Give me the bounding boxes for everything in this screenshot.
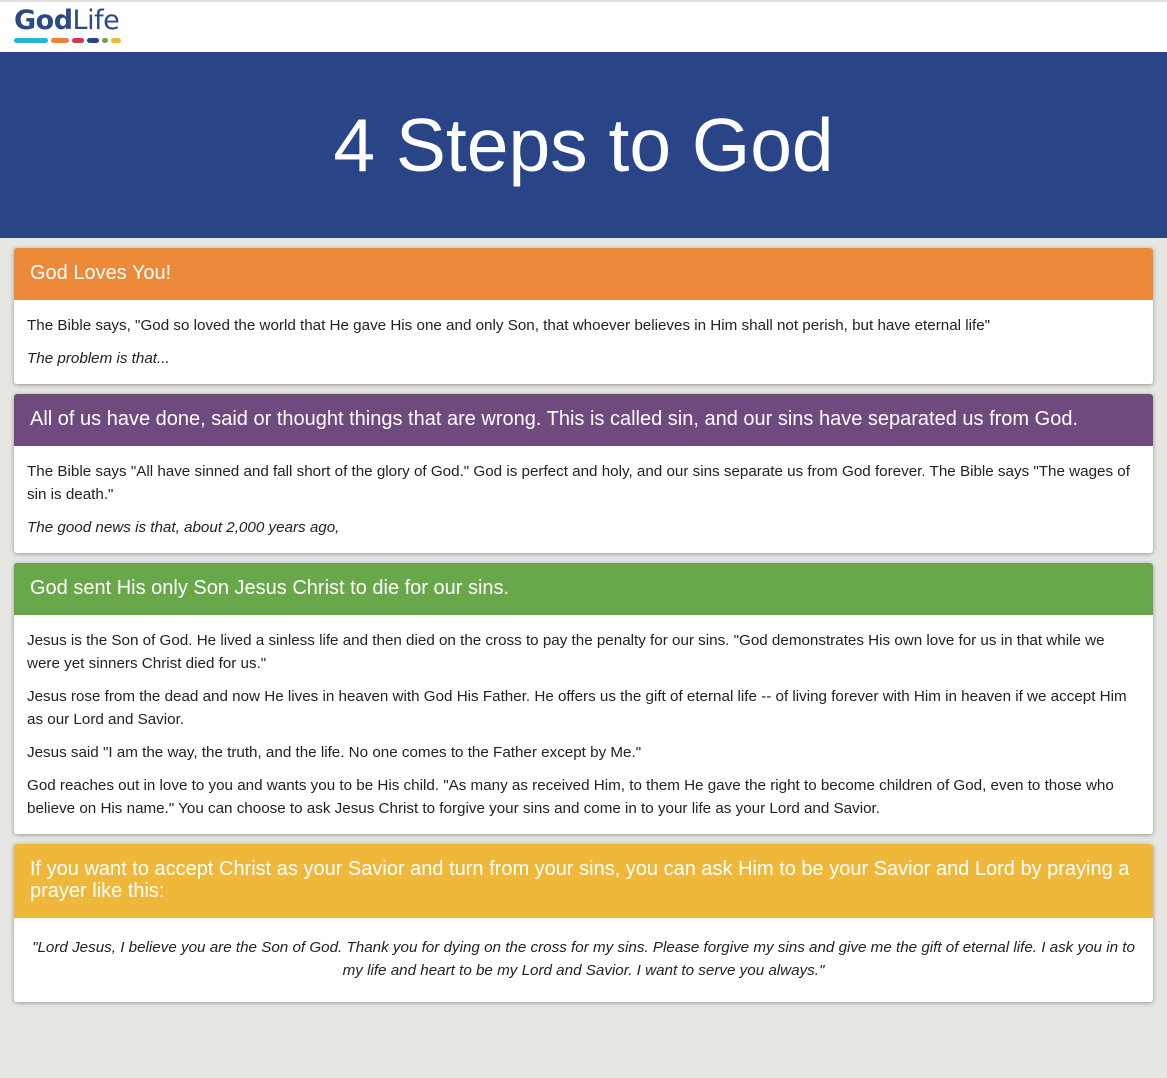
step-body	[14, 446, 1153, 553]
step-card-sin	[14, 394, 1153, 553]
page-title: 4 Steps to God	[333, 103, 834, 187]
logo-text-god: God	[14, 5, 73, 36]
logo-bar-segment	[87, 38, 99, 43]
step-transition-text: The good news is that, about 2,000 years ago,	[27, 519, 340, 536]
hero-banner	[0, 52, 1167, 238]
step-card-jesus	[14, 563, 1153, 834]
prayer-text: "Lord Jesus, I believe you are the Son of God. Thank you for dying on the cross for my sins. Please forgive my sins and give me the gift of eternal life. I ask you in to my life and heart to be my Lord and Savior. I want to serve you always."	[32, 939, 1135, 979]
top-bar	[0, 0, 1167, 52]
step-paragraph: The Bible says "All have sinned and fall short of the glory of God." God is perfect and holy, and our sins separate us from God forever. The Bible says "The wages of sin is death."	[27, 463, 1130, 503]
step-card-prayer	[14, 844, 1153, 1002]
logo-bar-segment	[51, 38, 69, 43]
logo-bar-segment	[111, 38, 121, 43]
step-heading: All of us have done, said or thought things that are wrong. This is called sin, and our sins have separated us from God.	[14, 394, 1153, 446]
step-paragraph: Jesus rose from the dead and now He lives in heaven with God His Father. He offers us the gift of eternal life -- of living forever with Him in heaven if we accept Him as our Lord and Savior.	[27, 688, 1127, 728]
step-body	[14, 615, 1153, 834]
step-transition-text: The problem is that...	[27, 350, 170, 367]
logo-color-bar	[14, 38, 121, 43]
godlife-logo[interactable]	[14, 4, 121, 43]
step-heading: God Loves You!	[14, 248, 1153, 300]
logo-text-life: Life	[72, 5, 120, 36]
step-heading: God sent His only Son Jesus Christ to die for our sins.	[14, 563, 1153, 615]
step-paragraph: God reaches out in love to you and wants you to be His child. "As many as received Him, to them He gave the right to become children of God, even to those who believe on His name." You can choose to ask Jesus Christ to forgive your sins and come in to your life as your Lord and Savior.	[27, 777, 1114, 817]
logo-bar-segment	[102, 38, 108, 43]
logo-bar-segment	[14, 38, 48, 43]
step-paragraph: The Bible says, "God so loved the world that He gave His one and only Son, that whoever believes in Him shall not perish, but have eternal life"	[27, 317, 991, 334]
logo-bar-segment	[72, 38, 84, 43]
step-heading: If you want to accept Christ as your Savior and turn from your sins, you can ask Him to be your Savior and Lord by praying a prayer like this:	[14, 844, 1153, 918]
steps-list	[0, 238, 1167, 1002]
step-body	[14, 300, 1153, 384]
step-card-god-loves-you	[14, 248, 1153, 384]
step-paragraph: Jesus is the Son of God. He lived a sinless life and then died on the cross to pay the penalty for our sins. "God demonstrates His own love for us in that while we were yet sinners Christ died for us."	[27, 632, 1105, 672]
step-body	[14, 918, 1153, 1002]
logo-wordmark	[14, 4, 121, 38]
step-paragraph: Jesus said "I am the way, the truth, and the life. No one comes to the Father except by Me."	[27, 744, 642, 761]
